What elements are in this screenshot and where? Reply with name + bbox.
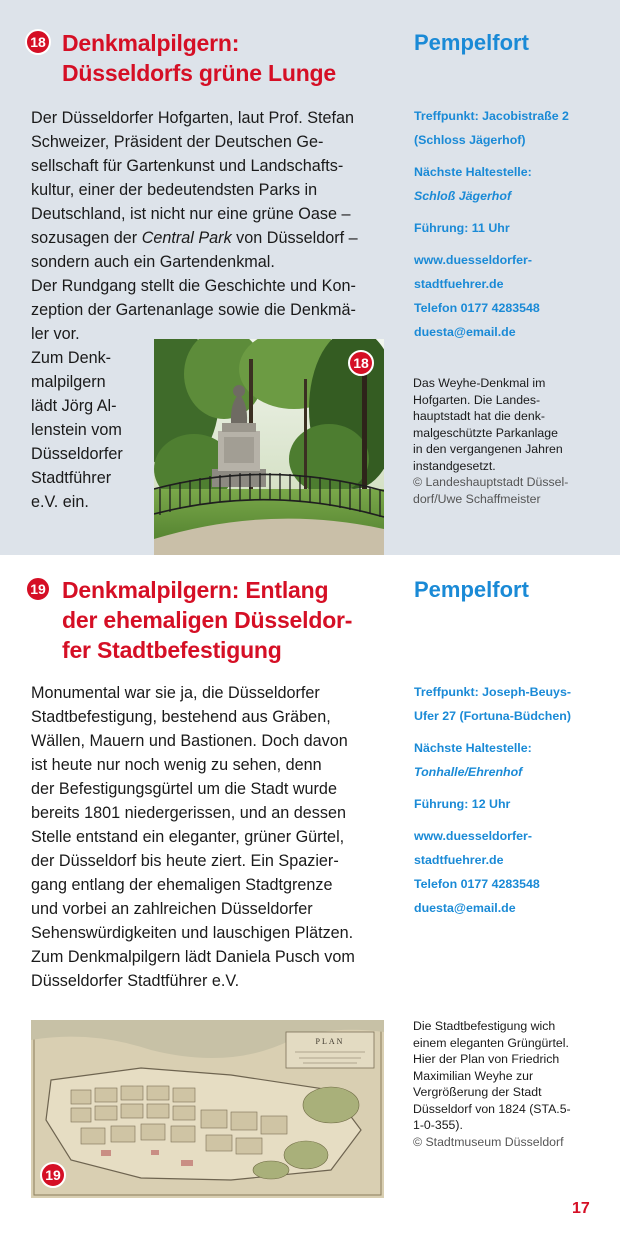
tour-info: Treffpunkt: Joseph-Beuys- Ufer 27 (Fortuna-Büdchen) Nächste Haltestelle: Tonhalle/Ehrenhof Führung: 12 Uhr www.duesseldorfer- stadtfuehrer.de Telefon 0177 4283548 duesta@email.de: [414, 680, 604, 920]
hofgarten-photo: [154, 339, 384, 555]
section-title: Denkmalpilgern: Düsseldorfs grüne Lunge: [62, 30, 336, 86]
photo-caption: Die Stadtbefestigung wich einem eleganten Grüngürtel. Hier der Plan von Friedrich Maximilian Weyhe zur Vergrößerung der Stadt Düsseldorf von 1824 (STA.5- 1-0-355). © Stadtmuseum Düsseldorf: [413, 1019, 571, 1149]
section-body: Monumental war sie ja, die Düsseldorfer Stadtbefestigung, bestehend aus Gräben, Wällen, Mauern und Bastionen. Doch davon ist heute nur noch wenig zu sehen, denn der Befestigungsgürtel um die Stadt wurde bereits 1801 niedergerissen, und an dessen Stelle entstand ein eleganter, grüner Gürtel, der Düsseldorf bis heute ziert. Ein Spazier- gang entlang der ehemaligen Stadtgrenze und vorbei an zahlreichen Düsseldorfer Sehenswürdigkeiten und lauschigen Plätzen. Zum Denkmalpilgern lädt Daniela Pusch vom Düsseldorfer Stadtführer e.V.: [31, 684, 355, 990]
email-link[interactable]: duesta@email.de: [414, 325, 516, 339]
district-label: Pempelfort: [414, 577, 529, 602]
map-title: PLAN: [315, 1037, 345, 1046]
district-label: Pempelfort: [414, 30, 529, 55]
photo-number-badge: 19: [40, 1162, 66, 1188]
section-number-badge: 18: [25, 29, 51, 55]
email-link[interactable]: duesta@email.de: [414, 901, 516, 915]
city-plan-image: [31, 1020, 384, 1198]
section-number-badge: 19: [25, 576, 51, 602]
section-19: [0, 555, 620, 1240]
tour-info: Treffpunkt: Jacobistraße 2 (Schloss Jägerhof) Nächste Haltestelle: Schloß Jägerhof Führung: 11 Uhr www.duesseldorfer- stadtfuehrer.de Telefon 0177 4283548 duesta@email.de: [414, 104, 604, 344]
website-link[interactable]: www.duesseldorfer- stadtfuehrer.de: [414, 829, 532, 867]
section-18: [0, 0, 620, 555]
photo-caption: Das Weyhe-Denkmal im Hofgarten. Die Landes- hauptstadt hat die denk- malgeschützte Parkanlage in den vergangenen Jahren instandgesetzt. © Landeshauptstadt Düssel- dorf/Uwe Schaffmeister: [413, 376, 569, 506]
page-number: 17: [572, 1200, 590, 1217]
photo-number-badge: 18: [348, 350, 374, 376]
phone-number: Telefon 0177 4283548: [414, 877, 540, 891]
website-link[interactable]: www.duesseldorfer- stadtfuehrer.de: [414, 253, 532, 291]
section-body: Der Düsseldorfer Hofgarten, laut Prof. Stefan Schweizer, Präsident der Deutschen Ge- sellschaft für Gartenkunst und Landschafts- kultur, einer der bedeutendsten Parks in Deutschland, ist nicht nur eine grüne Oase – sozusagen der Central Park von Düsseldorf – sondern auch ein Gartendenkmal. Der Rundgang stellt die Geschichte und Kon- zeption der Gartenanlage sowie die Denkmä- ler vor. Zum Denk- malpilgern lädt Jörg Al- lenstein vom Düsseldorfer Stadtführer e.V. ein.: [31, 109, 358, 511]
section-title: Denkmalpilgern: Entlang der ehemaligen Düsseldor- fer Stadtbefestigung: [62, 577, 353, 663]
phone-number: Telefon 0177 4283548: [414, 301, 540, 315]
